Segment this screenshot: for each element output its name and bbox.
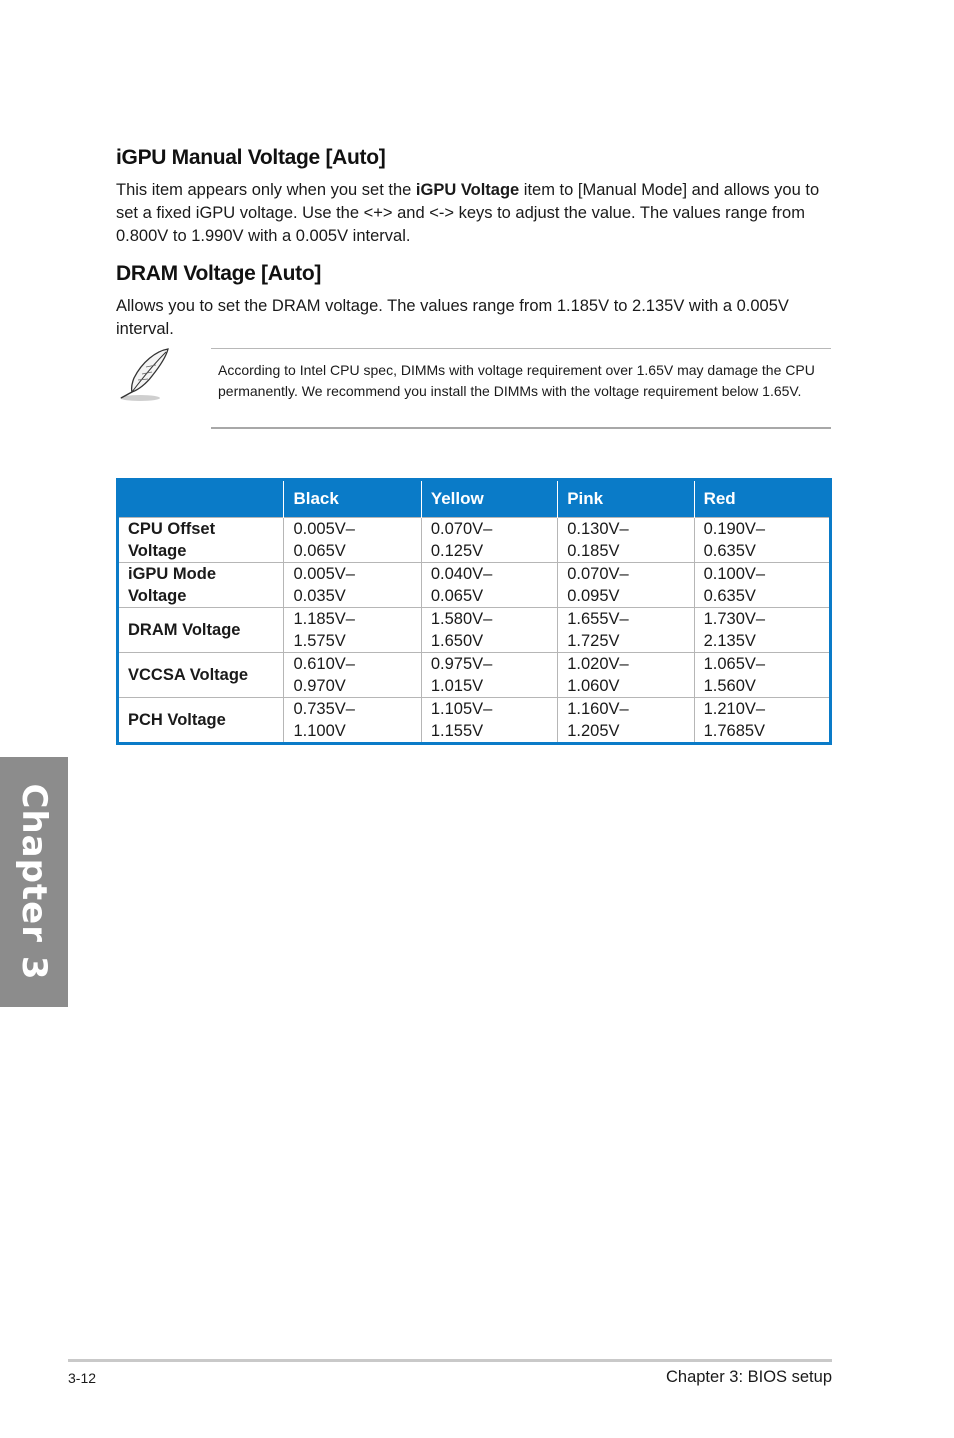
table-header-cell: Yellow <box>421 480 557 518</box>
table-row <box>118 653 831 698</box>
note-box <box>211 348 831 429</box>
row-label: CPU Offset Voltage <box>118 518 284 563</box>
table-row <box>118 698 831 744</box>
table-cell: 0.005V– 0.065V <box>284 518 421 563</box>
row-label: VCCSA Voltage <box>118 653 284 698</box>
dram-voltage-heading: DRAM Voltage [Auto] <box>116 262 322 285</box>
table-header-cell: Black <box>284 480 421 518</box>
voltage-range-table <box>116 478 832 745</box>
table-cell: 1.655V– 1.725V <box>558 608 694 653</box>
chapter-side-tab-label: Chapter 3 <box>14 783 54 981</box>
footer-divider <box>68 1359 832 1362</box>
table-cell: 1.580V– 1.650V <box>421 608 557 653</box>
table-cell: 0.735V– 1.100V <box>284 698 421 744</box>
table-header-cell <box>118 480 284 518</box>
igpu-manual-voltage-section <box>116 146 832 248</box>
note-callout <box>116 346 832 432</box>
table-cell: 0.005V– 0.035V <box>284 563 421 608</box>
table-cell: 1.730V– 2.135V <box>694 608 830 653</box>
table-cell: 1.065V– 1.560V <box>694 653 830 698</box>
igpu-manual-voltage-description <box>116 179 832 248</box>
page-number: 3-12 <box>68 1370 97 1386</box>
table-header-cell: Pink <box>558 480 694 518</box>
table-cell: 0.190V– 0.635V <box>694 518 830 563</box>
table-cell: 1.185V– 1.575V <box>284 608 421 653</box>
table-cell: 0.070V– 0.125V <box>421 518 557 563</box>
table-row <box>118 608 831 653</box>
table-cell: 1.210V– 1.7685V <box>694 698 830 744</box>
table-cell: 1.160V– 1.205V <box>558 698 694 744</box>
table-cell: 0.100V– 0.635V <box>694 563 830 608</box>
row-label: iGPU Mode Voltage <box>118 563 284 608</box>
dram-voltage-section <box>116 262 832 341</box>
table-cell: 0.610V– 0.970V <box>284 653 421 698</box>
feather-pen-icon <box>116 346 174 404</box>
table-row <box>118 563 831 608</box>
table-header-row <box>118 480 831 518</box>
footer-chapter-title: Chapter 3: BIOS setup <box>665 1368 832 1386</box>
igpu-desc-post: item to [Manual Mode] and allows you to set a fixed iGPU voltage. Use the <+> and <-> keys to adjust the value. The values range from 0.800V to 1.990V with a 0.005V interval. <box>116 181 820 245</box>
table-cell: 1.105V– 1.155V <box>421 698 557 744</box>
row-label: DRAM Voltage <box>118 608 284 653</box>
row-label: PCH Voltage <box>118 698 284 744</box>
igpu-desc-pre: This item appears only when you set the <box>116 181 416 199</box>
table-cell: 0.040V– 0.065V <box>421 563 557 608</box>
table-cell: 1.020V– 1.060V <box>558 653 694 698</box>
igpu-manual-voltage-heading: iGPU Manual Voltage [Auto] <box>116 146 386 169</box>
dram-voltage-description: Allows you to set the DRAM voltage. The values range from 1.185V to 2.135V with a 0.005V interval. <box>116 297 789 338</box>
table-row <box>118 518 831 563</box>
table-cell: 0.070V– 0.095V <box>558 563 694 608</box>
igpu-desc-bold: iGPU Voltage <box>415 181 520 199</box>
table-cell: 0.130V– 0.185V <box>558 518 694 563</box>
table-cell: 0.975V– 1.015V <box>421 653 557 698</box>
table-header-cell: Red <box>694 480 830 518</box>
note-text: According to Intel CPU spec, DIMMs with voltage requirement over 1.65V may damage the CPU permanently. We recommend you install the DIMMs with the voltage requirement below 1.65V. <box>218 362 815 399</box>
chapter-side-tab <box>0 757 68 1007</box>
